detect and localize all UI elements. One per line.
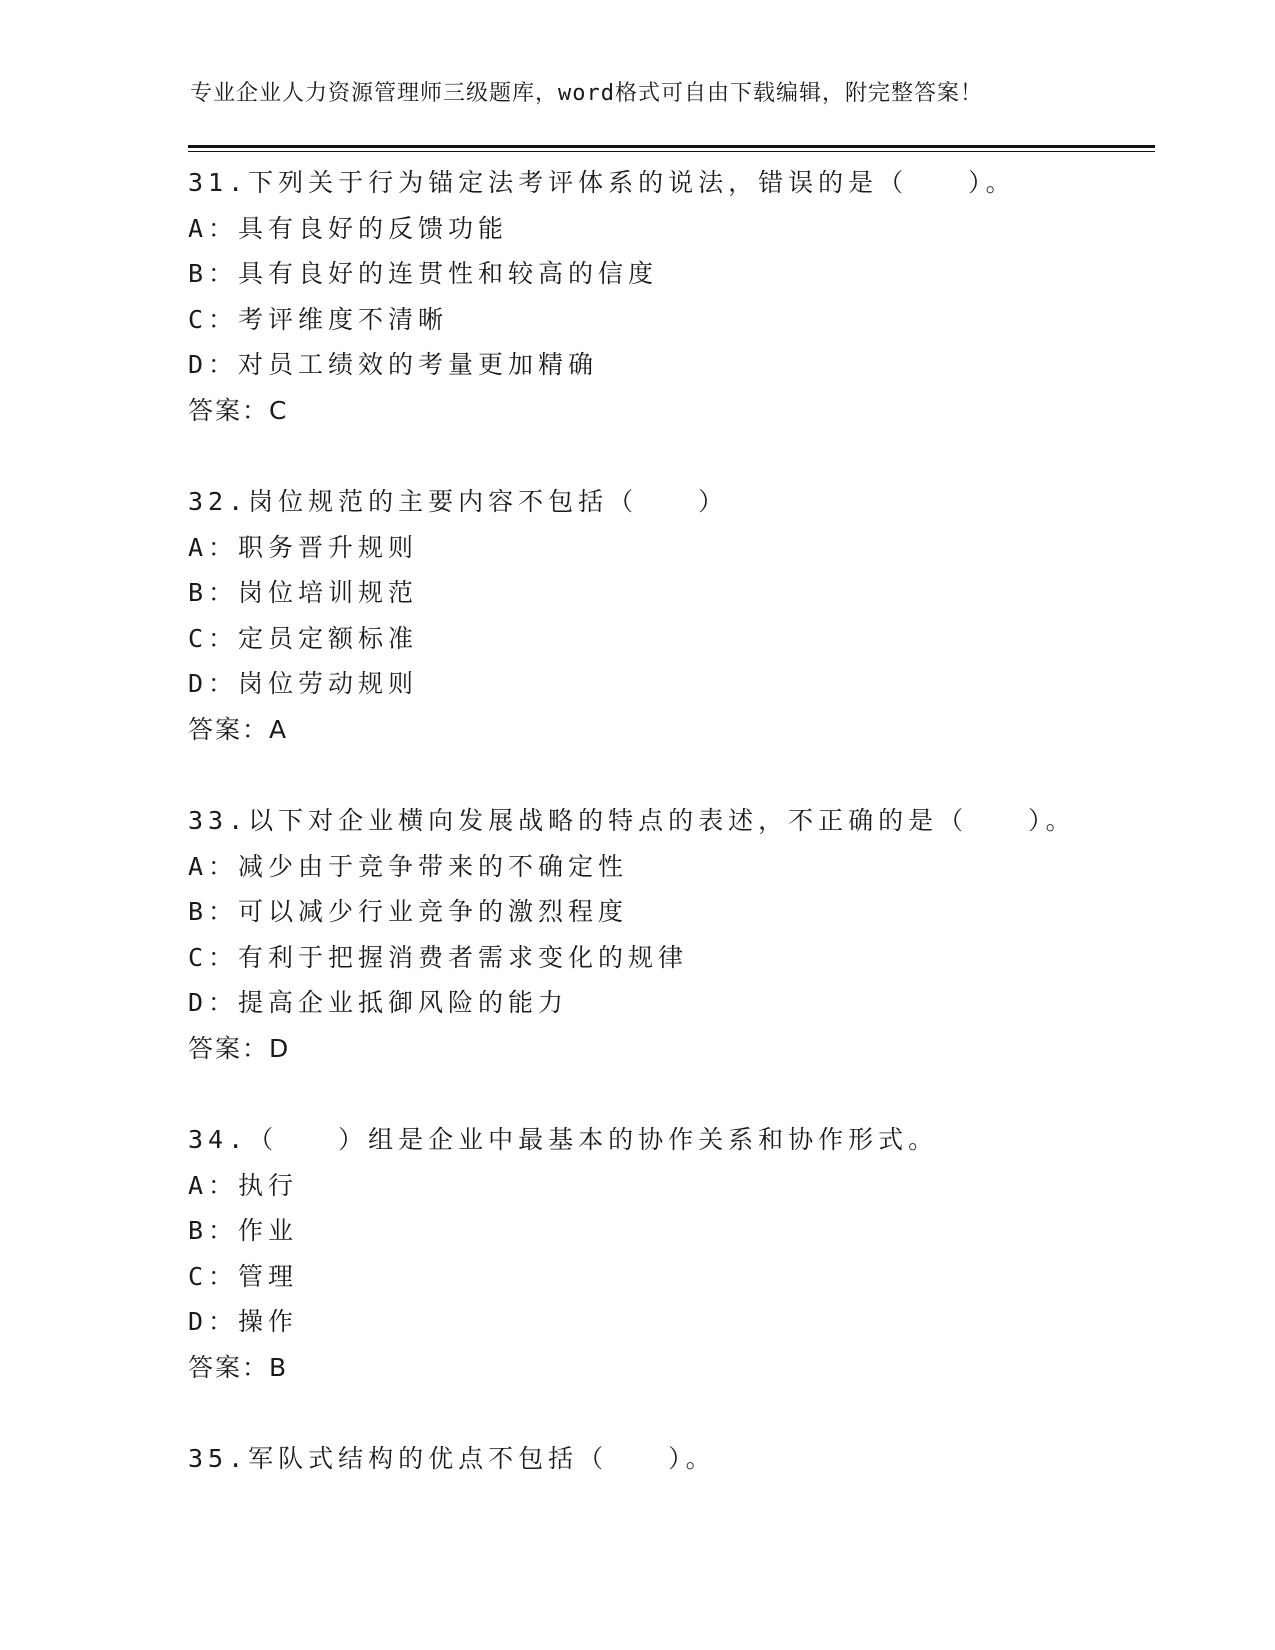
answer: 答案：D	[188, 1033, 291, 1063]
option-c: C：有利于把握消费者需求变化的规律	[188, 942, 689, 972]
option-a: A：执行	[188, 1170, 299, 1200]
question-31	[188, 160, 1155, 479]
option-d: D：操作	[188, 1307, 299, 1336]
question-spacer	[188, 433, 1155, 479]
answer: 答案：B	[188, 1352, 289, 1382]
option-b: B：可以减少行业竞争的激烈程度	[188, 897, 629, 926]
option-d: D：提高企业抵御风险的能力	[188, 988, 569, 1017]
question-stem: 35.军队式结构的优点不包括（ ）。	[188, 1444, 716, 1473]
option-a: A：具有良好的反馈功能	[188, 213, 509, 243]
question-stem: 33.以下对企业横向发展战略的特点的表述，不正确的是（ ）。	[188, 806, 1076, 835]
question-33	[188, 798, 1155, 1117]
option-b: B：具有良好的连贯性和较高的信度	[188, 259, 659, 288]
page-header: 专业企业人力资源管理师三级题库，word格式可自由下载编辑，附完整答案！	[190, 81, 983, 106]
option-c: C：考评维度不清晰	[188, 304, 449, 334]
option-c: C：定员定额标准	[188, 623, 419, 653]
question-34	[188, 1117, 1155, 1436]
option-a: A：职务晋升规则	[188, 532, 419, 562]
option-d: D：岗位劳动规则	[188, 669, 419, 698]
question-list	[188, 160, 1155, 1482]
question-stem: 31.下列关于行为锚定法考评体系的说法，错误的是（ ）。	[188, 168, 1016, 197]
question-32	[188, 479, 1155, 798]
option-a: A：减少由于竞争带来的不确定性	[188, 851, 629, 881]
answer: 答案：C	[188, 395, 289, 425]
header-rule-thick	[188, 145, 1155, 148]
question-spacer	[188, 752, 1155, 798]
option-c: C：管理	[188, 1261, 299, 1291]
question-stem: 32.岗位规范的主要内容不包括（ ）	[188, 487, 729, 516]
question-stem: 34.（ ）组是企业中最基本的协作关系和协作形式。	[188, 1125, 939, 1154]
option-b: B：作业	[188, 1216, 299, 1245]
option-d: D：对员工绩效的考量更加精确	[188, 350, 599, 379]
option-b: B：岗位培训规范	[188, 578, 419, 607]
header-rule-thin	[188, 151, 1155, 152]
answer: 答案：A	[188, 714, 289, 744]
question-spacer	[188, 1390, 1155, 1436]
question-spacer	[188, 1071, 1155, 1117]
question-35	[188, 1436, 1155, 1482]
